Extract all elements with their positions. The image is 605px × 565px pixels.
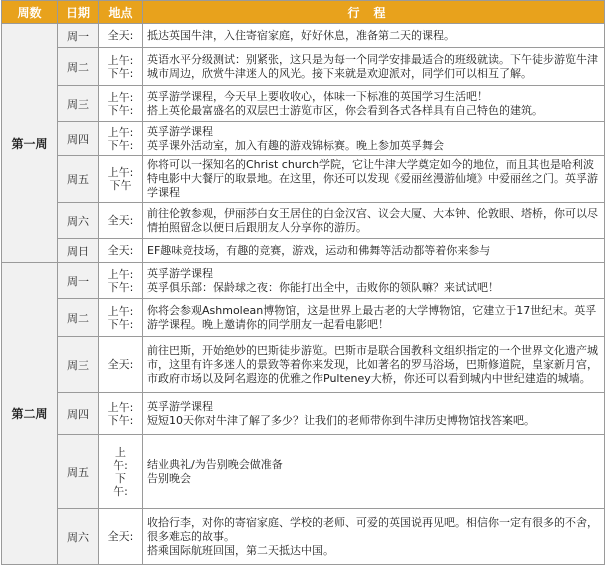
time-slot-label: 全天: bbox=[107, 358, 134, 371]
day-label: 周一 bbox=[58, 24, 99, 48]
day-label: 周三 bbox=[58, 86, 99, 122]
itinerary-cell bbox=[143, 509, 605, 565]
itinerary-text: 收拾行李，对你的寄宿家庭、学校的老师、可爱的英国说再见吧。相信你一定有很多的不舍，很多难忘的故事。 bbox=[147, 515, 598, 543]
place-cell bbox=[99, 393, 143, 435]
header-place: 地点 bbox=[99, 1, 143, 24]
day-row bbox=[2, 393, 605, 435]
day-label: 周六 bbox=[58, 203, 99, 239]
time-slot-label: 上午: bbox=[107, 125, 134, 139]
time-slot-label: 下午: bbox=[107, 138, 134, 152]
place-cell bbox=[99, 122, 143, 156]
day-row bbox=[2, 24, 605, 48]
time-slot-label: 上午: bbox=[107, 267, 134, 281]
day-label: 周四 bbox=[58, 122, 99, 156]
day-row bbox=[2, 509, 605, 565]
place-cell bbox=[99, 435, 143, 509]
itinerary-text: 抵达英国牛津，入住寄宿家庭，好好休息，准备第二天的课程。 bbox=[147, 28, 455, 42]
itinerary-text: 结业典礼/为告别晚会做准备 bbox=[147, 457, 283, 471]
place-cell bbox=[99, 509, 143, 565]
place-cell bbox=[99, 156, 143, 203]
time-slot-label: 上午: bbox=[107, 53, 134, 67]
place-cell bbox=[99, 24, 143, 48]
itinerary-text: 英孚游学课程，今天早上要收收心，体味一下标准的英国学习生活吧！ bbox=[147, 89, 488, 103]
itinerary-text: 短短10天你对牛津了解了多少？让我们的老师带你到牛津历史博物馆找答案吧。 bbox=[147, 413, 535, 427]
day-row bbox=[2, 156, 605, 203]
time-slot-label: 下午: bbox=[107, 103, 134, 117]
itinerary-cell bbox=[143, 435, 605, 509]
time-slot-label: 下午: bbox=[107, 413, 134, 427]
itinerary-text: 英孚俱乐部：保龄球之夜：你能打出全中，击败你的领队嘛？来试试吧！ bbox=[147, 280, 499, 294]
itinerary-text: 英孚游学课程 bbox=[147, 399, 213, 413]
day-label: 周五 bbox=[58, 156, 99, 203]
day-row bbox=[2, 299, 605, 337]
itinerary-text: 英孚游学课程 bbox=[147, 124, 213, 138]
day-row bbox=[2, 435, 605, 509]
header-itinerary: 行程 bbox=[143, 1, 605, 24]
time-slot-label: 全天: bbox=[107, 214, 134, 227]
itinerary-text: 前往伦敦参观，伊丽莎白女王居住的白金汉宫、议会大厦、大本钟、伦敦眼、塔桥，你可以尽情拍照留念以便日后跟朋友人分享你的游历。 bbox=[147, 206, 598, 234]
day-row bbox=[2, 86, 605, 122]
day-row bbox=[2, 122, 605, 156]
day-label: 周三 bbox=[58, 337, 99, 393]
time-slot-label: 上午: bbox=[107, 90, 134, 104]
week-label: 第一周 bbox=[2, 24, 58, 263]
itinerary-cell bbox=[143, 122, 605, 156]
itinerary-text: 告别晚会 bbox=[147, 471, 191, 485]
place-cell bbox=[99, 203, 143, 239]
itinerary-table bbox=[1, 0, 605, 565]
itinerary-text: 英语水平分级测试：别紧张，这只是为每一个同学安排最适合的班级就读。下午徒步游览牛津城市周边，欣赏牛津迷人的风光。接下来就是欢迎派对，同学们可以相互了解。 bbox=[147, 52, 598, 80]
day-row bbox=[2, 239, 605, 263]
day-row bbox=[2, 337, 605, 393]
day-row bbox=[2, 263, 605, 299]
day-label: 周二 bbox=[58, 299, 99, 337]
day-label: 周一 bbox=[58, 263, 99, 299]
itinerary-text: 搭上英伦最富盛名的双层巴士游览市区，你会看到各式各样具有自己特色的建筑。 bbox=[147, 103, 543, 117]
itinerary-text: 搭乘国际航班回国，第二天抵达中国。 bbox=[147, 543, 334, 557]
itinerary-cell bbox=[143, 48, 605, 86]
week-label: 第二周 bbox=[2, 263, 58, 565]
day-row bbox=[2, 203, 605, 239]
day-label: 周六 bbox=[58, 509, 99, 565]
day-label: 周四 bbox=[58, 393, 99, 435]
place-cell bbox=[99, 86, 143, 122]
itinerary-cell bbox=[143, 156, 605, 203]
itinerary-text: 英孚游学课程 bbox=[147, 266, 213, 280]
time-slot-label: 上午: bbox=[107, 304, 134, 318]
time-slot-label: 全天: bbox=[107, 244, 134, 257]
itinerary-text: 前往巴斯，开始绝妙的巴斯徒步游览。巴斯市是联合国教科文组织指定的一个世界文化遗产城市，这里有许多迷人的景致等着你来发现，比如著名的罗马浴场，巴斯修道院，皇家新月宫，市政府市场以及阿名遐迩的优雅之作Pulteney大桥，你还可以看到城内中世纪建造的城墙。 bbox=[147, 343, 598, 385]
time-slot-label: 午: bbox=[113, 484, 128, 498]
itinerary-cell bbox=[143, 263, 605, 299]
time-slot-label: 下午 bbox=[109, 179, 132, 192]
time-slot-label: 下午: bbox=[107, 66, 134, 80]
itinerary-cell bbox=[143, 337, 605, 393]
time-slot-label: 午: bbox=[113, 458, 128, 472]
itinerary-cell bbox=[143, 393, 605, 435]
time-slot-label: 全天: bbox=[107, 29, 134, 42]
itinerary-cell bbox=[143, 203, 605, 239]
itinerary-text: 你将会参观Ashmolean博物馆，这是世界上最古老的大学博物馆，它建立于17世纪末。英孚游学课程。晚上邀请你的同学朋友一起看电影吧！ bbox=[147, 303, 597, 331]
time-slot-label: 上 bbox=[115, 445, 126, 459]
header-row bbox=[2, 1, 605, 24]
time-slot-label: 上午: bbox=[107, 400, 134, 414]
day-label: 周二 bbox=[58, 48, 99, 86]
time-slot-label: 下午: bbox=[107, 280, 134, 294]
time-slot-label: 下午: bbox=[107, 317, 134, 331]
itinerary-text: 英孚课外活动室，加入有趣的游戏锦标赛。晚上参加英孚舞会 bbox=[147, 138, 444, 152]
place-cell bbox=[99, 337, 143, 393]
day-label: 周五 bbox=[58, 435, 99, 509]
itinerary-cell bbox=[143, 299, 605, 337]
itinerary-text: EF趣味竞技场，有趣的竞赛，游戏，运动和佛舞等活动都等着你来参与 bbox=[147, 243, 491, 257]
place-cell bbox=[99, 239, 143, 263]
place-cell bbox=[99, 263, 143, 299]
header-week: 周数 bbox=[2, 1, 58, 24]
place-cell bbox=[99, 48, 143, 86]
day-label: 周日 bbox=[58, 239, 99, 263]
day-row bbox=[2, 48, 605, 86]
itinerary-cell bbox=[143, 86, 605, 122]
time-slot-label: 下 bbox=[115, 471, 126, 485]
time-slot-label: 全天: bbox=[107, 530, 134, 543]
itinerary-text: 你将可以一探知名的Christ church学院，它让牛津大学奠定如今的地位，而且其也是哈利波特电影中大餐厅的取景地。在这里，你还可以发现《爱丽丝漫游仙境》中爱丽丝之门。英孚游学课程 bbox=[147, 158, 598, 199]
itinerary-cell bbox=[143, 239, 605, 263]
itinerary-cell bbox=[143, 24, 605, 48]
header-date: 日期 bbox=[58, 1, 99, 24]
time-slot-label: 上午: bbox=[107, 166, 134, 179]
place-cell bbox=[99, 299, 143, 337]
